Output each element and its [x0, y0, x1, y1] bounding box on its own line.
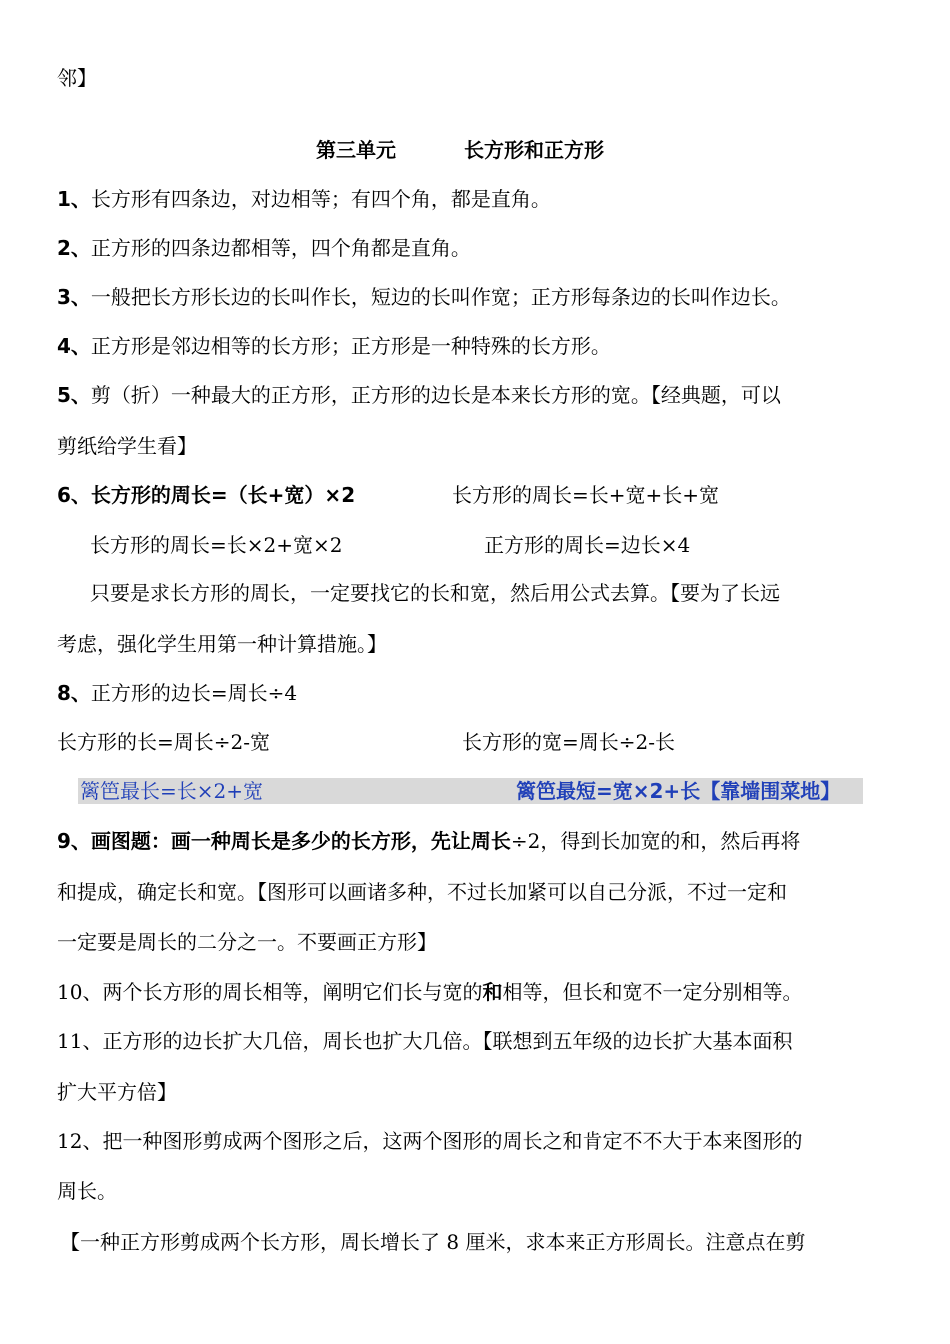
item-11: 11、正方形的边长扩大几倍，周长也扩大几倍。【联想到五年级的边长扩大基本面积	[57, 1029, 793, 1053]
item-10-b: 相等，但长和宽不一定分别相等。	[502, 980, 803, 1004]
item-number: 3、	[57, 285, 91, 309]
item-11-continued: 扩大平方倍】	[57, 1080, 177, 1104]
item-5-continued: 剪纸给学生看】	[57, 434, 197, 458]
item-9	[57, 827, 800, 855]
item-10	[57, 978, 802, 1006]
formula-perimeter-alt: 长方形的周长=长×2+宽×2	[90, 533, 343, 557]
item-2	[57, 234, 471, 262]
item-8	[57, 679, 297, 707]
fence-shortest: 篱笆最短=宽×2+长【靠墙围菜地】	[516, 779, 841, 803]
section-title-topic: 长方形和正方形	[464, 138, 604, 162]
item-9-continued-2: 一定要是周长的二分之一。不要画正方形】	[57, 930, 437, 954]
item-number: 8、	[57, 681, 91, 705]
item-text: 正方形的四条边都相等，四个角都是直角。	[90, 236, 471, 260]
item-6-note: 只要是求长方形的周长，一定要找它的长和宽，然后用公式去算。【要为了长远	[90, 581, 780, 605]
item-5	[57, 381, 781, 409]
item-number: 4、	[57, 334, 91, 358]
item-9-bold: 画图题：画一种周长是多少的长方形，先让周长	[90, 829, 511, 853]
item-number: 2、	[57, 236, 91, 260]
item-12: 12、把一种图形剪成两个图形之后，这两个图形的周长之和肯定不不大于本来图形的	[57, 1129, 803, 1153]
formula-length: 长方形的长=周长÷2-宽	[57, 730, 270, 754]
item-9-rest: ÷2，得到长加宽的和，然后再将	[510, 829, 801, 853]
formula-width: 长方形的宽=周长÷2-长	[462, 730, 675, 754]
item-number: 9、	[57, 829, 91, 853]
item-9-continued: 和提成，确定长和宽。【图形可以画诸多种，不过长加紧可以自己分派，不过一定和	[57, 880, 787, 904]
continued-line: 邻】	[57, 66, 97, 90]
formula-square-perimeter: 正方形的周长=边长×4	[484, 533, 691, 557]
section-title-unit: 第三单元	[316, 138, 396, 162]
item-number: 6、	[57, 483, 91, 507]
item-10-bold: 和	[482, 980, 503, 1004]
item-1	[57, 185, 551, 213]
item-number: 5、	[57, 383, 91, 407]
item-text: 一般把长方形长边的长叫作长，短边的长叫作宽；正方形每条边的长叫作边长。	[90, 285, 791, 309]
item-6	[57, 481, 355, 509]
item-12-continued: 周长。	[57, 1179, 117, 1203]
item-text: 剪（折）一种最大的正方形，正方形的边长是本来长方形的宽。【经典题，可以	[90, 383, 781, 407]
item-text: 长方形有四条边，对边相等；有四个角，都是直角。	[90, 187, 551, 211]
item-text: 正方形是邻边相等的长方形；正方形是一种特殊的长方形。	[90, 334, 611, 358]
item-number: 1、	[57, 187, 91, 211]
item-text: 正方形的边长=周长÷4	[90, 681, 298, 705]
item-3	[57, 283, 791, 311]
formula-perimeter-sum: 长方形的周长=长+宽+长+宽	[452, 483, 720, 507]
fence-longest: 篱笆最长=长×2+宽	[80, 779, 263, 803]
formula-perimeter: 长方形的周长=（长+宽）×2	[90, 483, 356, 507]
item-6-note-continued: 考虑，强化学生用第一种计算措施。】	[57, 632, 387, 656]
example-note: 【一种正方形剪成两个长方形，周长增长了 8 厘米，求本来正方形周长。注意点在剪	[60, 1230, 806, 1254]
item-10-a: 10、两个长方形的周长相等，阐明它们长与宽的	[57, 980, 483, 1004]
section-title	[316, 136, 604, 164]
item-4	[57, 332, 611, 360]
